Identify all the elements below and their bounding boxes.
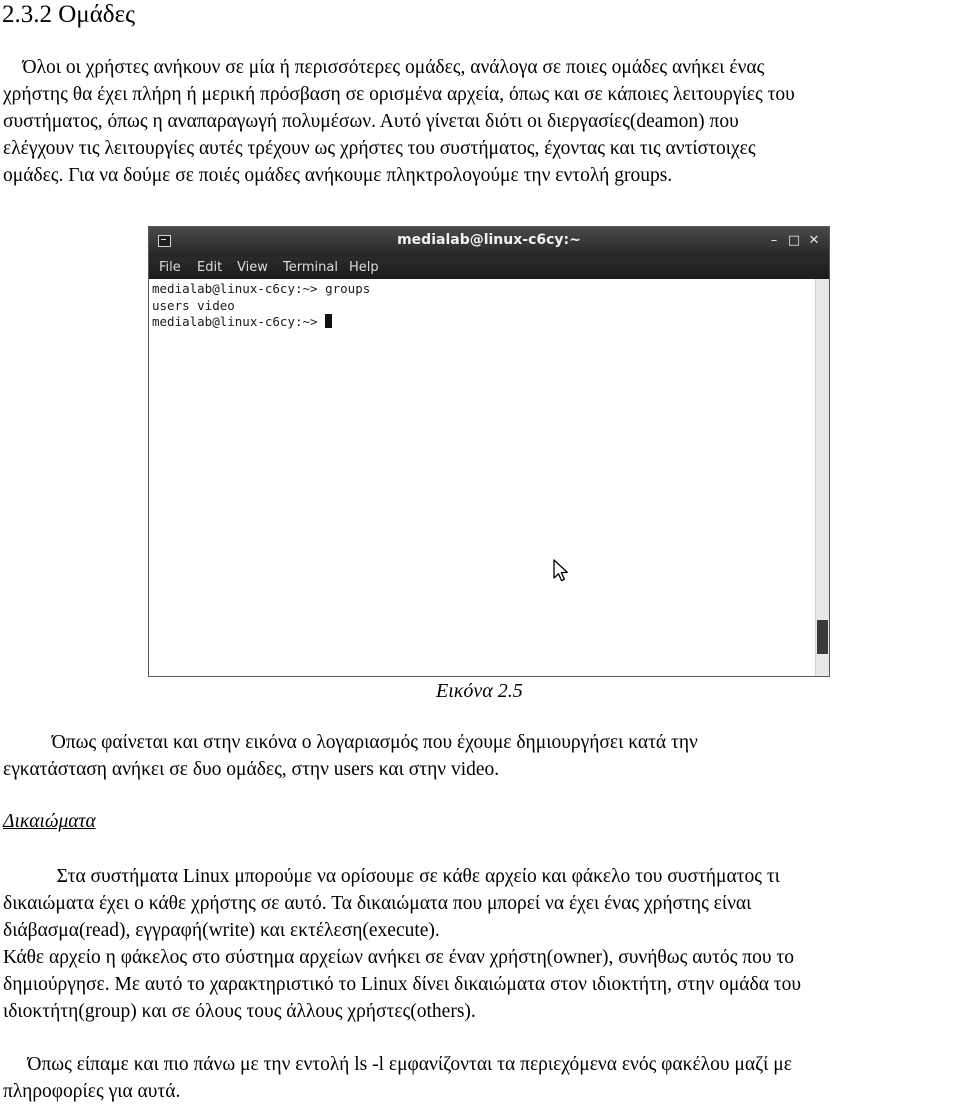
terminal-line: medialab@linux-c6cy:~> groups bbox=[152, 281, 371, 296]
terminal-window-screenshot bbox=[148, 226, 830, 677]
terminal-scrollbar[interactable] bbox=[815, 279, 829, 676]
minimize-icon[interactable]: – bbox=[770, 233, 778, 248]
maximize-icon[interactable]: □ bbox=[787, 233, 801, 248]
text-line: Όπως είπαμε και πιο πάνω με την εντολή ls -l εμφανίζονται τα περιεχόμενα ενός φακέλου μαζί με bbox=[3, 1054, 792, 1075]
mouse-pointer-icon bbox=[553, 559, 569, 583]
text-cursor bbox=[325, 314, 332, 328]
text-line: ιδιοκτήτη(group) και σε όλους τους άλλους χρήστες(others). bbox=[3, 1001, 476, 1022]
text-line: πληροφορίες για αυτά. bbox=[3, 1081, 181, 1102]
text-line: διάβασμα(read), εγγραφή(write) και εκτέλεση(execute). bbox=[3, 920, 440, 941]
result-paragraph bbox=[3, 729, 955, 783]
terminal-title: medialab@linux-c6cy:~ bbox=[397, 232, 581, 248]
permissions-heading: Δικαιώματα bbox=[3, 811, 96, 832]
menu-file[interactable]: File bbox=[159, 260, 181, 275]
section-heading: 2.3.2 Ομάδες bbox=[2, 1, 135, 28]
terminal-titlebar bbox=[149, 227, 829, 257]
menu-help[interactable]: Help bbox=[349, 260, 379, 275]
text-line: Στα συστήματα Linux μπορούμε να ορίσουμε σε κάθε αρχείο και φάκελο του συστήματος τι bbox=[3, 866, 780, 887]
text-line: δημιούργησε. Με αυτό το χαρακτηριστικό το Linux δίνει δικαιώματα στον ιδιοκτήτη, στην ομάδα του bbox=[3, 974, 802, 995]
menu-edit[interactable]: Edit bbox=[197, 260, 223, 275]
terminal-prompt-line bbox=[152, 314, 816, 331]
terminal-prompt: medialab@linux-c6cy:~> bbox=[152, 314, 326, 329]
text-line: Όπως φαίνεται και στην εικόνα ο λογαριασμός που έχουμε δημιουργήσει κατά την bbox=[3, 732, 698, 753]
menu-terminal[interactable]: Terminal bbox=[283, 260, 338, 275]
text-line: ελέγχουν τις λειτουργίες αυτές τρέχουν ως χρήστες του συστήματος, έχοντας και τις αντίστοιχες bbox=[3, 138, 756, 159]
text-line: εγκατάσταση ανήκει σε δυο ομάδες, στην users και στην video. bbox=[3, 759, 500, 780]
text-line: Κάθε αρχείο η φάκελος στο σύστημα αρχείων ανήκει σε έναν χρήστη(owner), συνήθως αυτός που το bbox=[3, 947, 794, 968]
scrollbar-thumb[interactable] bbox=[817, 620, 828, 654]
figure-caption: Εικόνα 2.5 bbox=[436, 680, 523, 702]
intro-paragraph bbox=[3, 54, 955, 189]
text-line: χρήστης θα έχει πλήρη ή μερική πρόσβαση σε ορισμένα αρχεία, όπως και σε κάποιες λειτουργίες του bbox=[3, 84, 795, 105]
menu-view[interactable]: View bbox=[237, 260, 268, 275]
text-line: συστήματος, όπως η αναπαραγωγή πολυμέσων. Αυτό γίνεται διότι οι διεργασίες(deamon) που bbox=[3, 111, 739, 132]
terminal-line: users video bbox=[152, 297, 235, 313]
text-line: δικαιώματα έχει ο κάθε χρήστης σε αυτό. Τα δικαιώματα που μπορεί να έχει ένας χρήστης είναι bbox=[3, 893, 752, 914]
terminal-output[interactable] bbox=[149, 279, 816, 676]
permissions-paragraph bbox=[3, 863, 955, 1025]
text-line: ομάδες. Για να δούμε σε ποιές ομάδες ανήκουμε πληκτρολογούμε την εντολή groups. bbox=[3, 165, 673, 186]
close-icon[interactable]: ✕ bbox=[808, 233, 820, 248]
terminal-menubar bbox=[149, 257, 829, 279]
closing-paragraph bbox=[3, 1051, 955, 1105]
text-line: Όλοι οι χρήστες ανήκουν σε μία ή περισσότερες ομάδες, ανάλογα σε ποιες ομάδες ανήκει ένας bbox=[3, 57, 765, 78]
